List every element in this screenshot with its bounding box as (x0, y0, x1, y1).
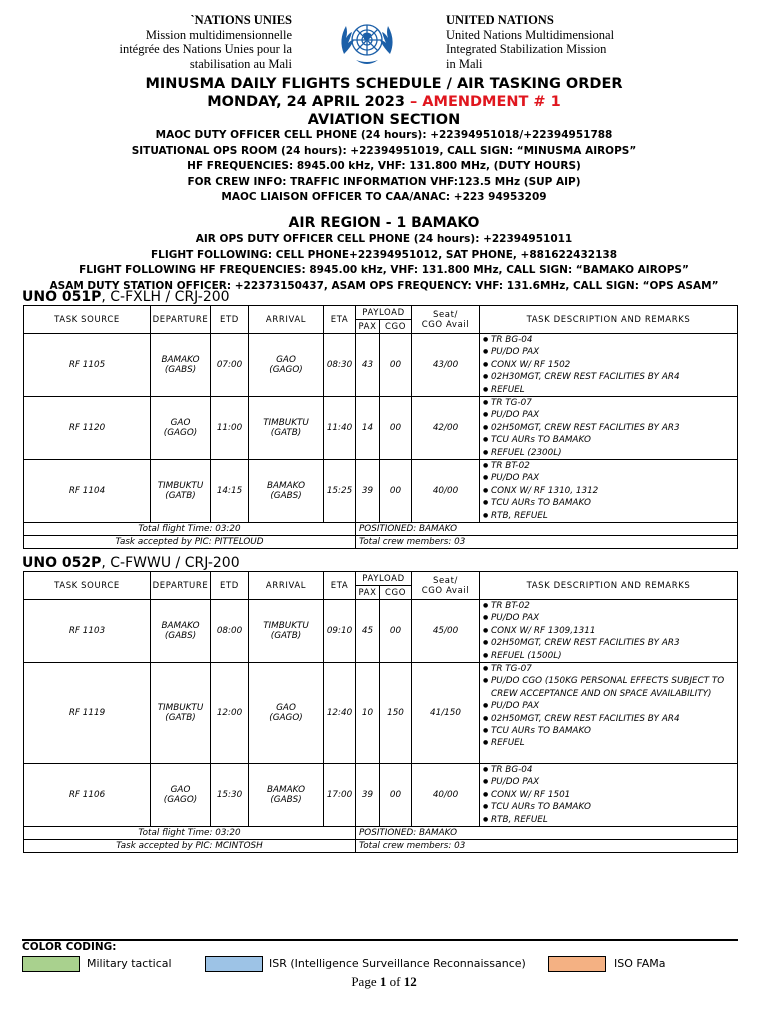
col-cgo-avail-label: CGO Avail (421, 319, 470, 330)
pax-cell: 39 (356, 460, 380, 523)
header-french-title: `NATIONS UNIES (190, 13, 292, 27)
cgo-cell: 150 (380, 663, 412, 764)
task-source-cell: RF 1103 (24, 600, 151, 663)
remarks-cell (480, 334, 738, 397)
iso-fama-label: ISO FAMa (614, 957, 666, 970)
col-eta: ETA (324, 572, 356, 600)
col-departure: DEPARTURE (151, 306, 211, 334)
page-number (0, 974, 768, 990)
page-prefix: Page (351, 974, 380, 989)
remarks-cell (480, 663, 738, 764)
color-coding-title: COLOR CODING: (22, 941, 117, 953)
table-footer-row (24, 523, 738, 536)
region-contact-line: ASAM DUTY STATION OFFICER: +22373150437, ASAM OPS FREQUENCY: VHF: 131.6MHz, CALL SIGN: “OPS ASAM” (49, 279, 719, 292)
departure-city: TIMBUKTU (157, 703, 204, 714)
table-header-row (24, 306, 738, 320)
seat-avail-cell: 45/00 (412, 600, 480, 663)
arrival-city: TIMBUKTU (263, 621, 309, 632)
page-current: 1 (379, 974, 387, 989)
remarks-list (482, 397, 737, 459)
departure-code: (GATB) (165, 491, 196, 502)
remarks-list (482, 334, 737, 396)
col-pax: PAX (356, 320, 380, 334)
departure-code: (GATB) (165, 713, 196, 724)
col-payload: PAYLOAD (356, 306, 412, 320)
arrival-code: (GABS) (270, 491, 302, 502)
col-arrival: ARRIVAL (249, 572, 324, 600)
remark-item: ● TCU AURs TO BAMAKO (482, 497, 737, 509)
section-title: AVIATION SECTION (307, 112, 461, 128)
seat-avail-cell: 40/00 (412, 764, 480, 827)
flight-schedule-table (23, 305, 738, 549)
eta-cell: 17:00 (324, 764, 356, 827)
header-french-line: Mission multidimensionnelle (145, 27, 292, 42)
etd-cell: 11:00 (211, 397, 249, 460)
remark-item: ● TCU AURs TO BAMAKO (482, 801, 737, 813)
flight-schedule-table (23, 571, 738, 853)
seat-avail-cell: 42/00 (412, 397, 480, 460)
table-row (24, 334, 738, 397)
header-english-line: United Nations Multidimensional (446, 27, 615, 42)
remark-item: ● PU/DO PAX (482, 346, 737, 358)
page-total: 12 (403, 974, 417, 989)
un-emblem-icon (336, 14, 398, 72)
arrival-cell (249, 334, 324, 397)
departure-cell (151, 460, 211, 523)
remarks-cell (480, 460, 738, 523)
header-french-line: intégrée des Nations Unies pour la (119, 42, 292, 56)
header-english-line: in Mali (446, 56, 483, 71)
remark-item: ● 02H30MGT, CREW REST FACILITIES BY AR4 (482, 371, 737, 383)
military-tactical-swatch (22, 956, 80, 972)
remark-item: ● TCU AURs TO BAMAKO (482, 434, 737, 446)
table-row (24, 600, 738, 663)
remark-item: ● TR BT-02 (482, 600, 737, 612)
remark-item: ● TR TG-07 (482, 663, 737, 675)
cgo-cell: 00 (380, 600, 412, 663)
flight-id: UNO 051P (22, 289, 102, 305)
seat-avail-cell: 41/150 (412, 663, 480, 764)
cgo-cell: 00 (380, 764, 412, 827)
cgo-cell: 00 (380, 334, 412, 397)
col-eta: ETA (324, 306, 356, 334)
header-english-title: UNITED NATIONS (446, 13, 554, 27)
table-footer-row (24, 536, 738, 549)
col-etd: ETD (211, 306, 249, 334)
col-etd: ETD (211, 572, 249, 600)
col-cgo: CGO (380, 586, 412, 600)
contact-line: SITUATIONAL OPS ROOM (24 hours): +22394951019, CALL SIGN: “MINUSMA AIROPS” (131, 144, 637, 157)
isr-label: ISR (Intelligence Surveillance Reconnaissance) (269, 957, 526, 970)
remark-item: ● PU/DO PAX (482, 776, 737, 788)
pax-cell: 10 (356, 663, 380, 764)
flight-aircraft: , C-FWWU / CRJ-200 (101, 555, 240, 571)
header-french-line: stabilisation au Mali (189, 56, 292, 71)
seat-avail-cell: 43/00 (412, 334, 480, 397)
arrival-city: BAMAKO (266, 481, 306, 492)
isr-swatch (205, 956, 263, 972)
col-arrival: ARRIVAL (249, 306, 324, 334)
remarks-cell (480, 600, 738, 663)
schedule-title: MINUSMA DAILY FLIGHTS SCHEDULE / AIR TASKING ORDER (145, 76, 623, 92)
col-seat-label: Seat/ (432, 309, 459, 320)
departure-code: (GABS) (164, 631, 197, 642)
iso-fama-swatch (548, 956, 606, 972)
total-flight-time: Total flight Time: 03:20 (24, 523, 356, 536)
etd-cell: 15:30 (211, 764, 249, 827)
col-seat-avail (412, 572, 480, 600)
remark-item: ● CONX W/ RF 1501 (482, 789, 737, 801)
remarks-list (482, 764, 737, 826)
region-contact-line: FLIGHT FOLLOWING HF FREQUENCIES: 8945.00 kHz, VHF: 131.800 MHz, CALL SIGN: “BAMAKO AIROPS” (79, 264, 689, 276)
footer-divider (22, 939, 738, 941)
table-row (24, 397, 738, 460)
remark-item: ● PU/DO CGO (150KG PERSONAL EFFECTS SUBJECT TO CREW ACCEPTANCE AND ON SPACE AVAILABILITY) (482, 675, 737, 700)
flight-id: UNO 052P (22, 555, 102, 571)
region-contact-line: AIR OPS DUTY OFFICER CELL PHONE (24 hours): +22394951011 (195, 233, 573, 245)
remark-item: ● TR BG-04 (482, 764, 737, 776)
remark-item: ● REFUEL (482, 384, 737, 396)
departure-cell (151, 397, 211, 460)
table-header-row (24, 572, 738, 586)
departure-cell (151, 663, 211, 764)
eta-cell: 11:40 (324, 397, 356, 460)
arrival-city: GAO (276, 355, 296, 366)
col-remarks: TASK DESCRIPTION AND REMARKS (480, 306, 738, 334)
col-payload: PAYLOAD (356, 572, 412, 586)
task-source-cell: RF 1105 (24, 334, 151, 397)
departure-cell (151, 334, 211, 397)
pic-acceptance: Task accepted by PIC: PITTELOUD (24, 536, 356, 549)
arrival-city: BAMAKO (266, 785, 306, 796)
table-footer-row (24, 827, 738, 840)
remark-item: ● 02H50MGT, CREW REST FACILITIES BY AR3 (482, 422, 737, 434)
positioned-location: POSITIONED: BAMAKO (356, 523, 738, 536)
remark-item: ● PU/DO PAX (482, 409, 737, 421)
col-cgo: CGO (380, 320, 412, 334)
col-remarks: TASK DESCRIPTION AND REMARKS (480, 572, 738, 600)
pic-acceptance: Task accepted by PIC: MCINTOSH (24, 840, 356, 853)
header-english-line: Integrated Stabilization Mission (446, 42, 607, 56)
pax-cell: 45 (356, 600, 380, 663)
col-task-source: TASK SOURCE (24, 306, 151, 334)
table-row (24, 460, 738, 523)
remark-item: ● 02H50MGT, CREW REST FACILITIES BY AR4 (482, 713, 737, 725)
departure-city: GAO (170, 418, 191, 429)
remark-item: ● CONX W/ RF 1309,1311 (482, 625, 737, 637)
table-row (24, 764, 738, 827)
remark-item: ● RTB, REFUEL (482, 814, 737, 826)
col-seat-label: Seat/ (432, 575, 459, 586)
etd-cell: 14:15 (211, 460, 249, 523)
pax-cell: 14 (356, 397, 380, 460)
remark-item: ● PU/DO PAX (482, 472, 737, 484)
flight-aircraft: , C-FXLH / CRJ-200 (101, 289, 230, 305)
cgo-cell: 00 (380, 397, 412, 460)
table-row (24, 663, 738, 764)
departure-code: (GABS) (164, 365, 197, 376)
arrival-code: (GABS) (270, 795, 302, 806)
remark-item: ● RTB, REFUEL (482, 510, 737, 522)
remark-item: ● CONX W/ RF 1310, 1312 (482, 485, 737, 497)
col-task-source: TASK SOURCE (24, 572, 151, 600)
contact-line: HF FREQUENCIES: 8945.00 kHz, VHF: 131.800 MHz, (DUTY HOURS) (187, 160, 581, 172)
remarks-cell (480, 764, 738, 827)
arrival-cell (249, 397, 324, 460)
flight-heading (22, 289, 230, 305)
schedule-date-line (0, 94, 768, 110)
remark-item: ● PU/DO PAX (482, 612, 737, 624)
arrival-code: (GAGO) (269, 713, 303, 724)
col-departure: DEPARTURE (151, 572, 211, 600)
col-cgo-avail-label: CGO Avail (421, 585, 470, 596)
arrival-code: (GATB) (270, 631, 302, 642)
arrival-code: (GAGO) (269, 365, 303, 376)
remarks-cell (480, 397, 738, 460)
eta-cell: 08:30 (324, 334, 356, 397)
remark-item: ● 02H50MGT, CREW REST FACILITIES BY AR3 (482, 637, 737, 649)
departure-city: GAO (170, 785, 191, 796)
etd-cell: 12:00 (211, 663, 249, 764)
contact-line: MAOC LIAISON OFFICER TO CAA/ANAC: +223 94953209 (221, 191, 547, 203)
remark-item: ● REFUEL (2300L) (482, 447, 737, 459)
task-source-cell: RF 1106 (24, 764, 151, 827)
eta-cell: 15:25 (324, 460, 356, 523)
military-tactical-label: Military tactical (87, 957, 172, 970)
departure-city: TIMBUKTU (157, 481, 204, 492)
departure-code: (GAGO) (163, 795, 198, 806)
remark-item: ● CONX W/ RF 1502 (482, 359, 737, 371)
departure-cell (151, 600, 211, 663)
remark-item: ● REFUEL (1500L) (482, 650, 737, 662)
remarks-list (482, 600, 737, 662)
task-source-cell: RF 1119 (24, 663, 151, 764)
total-flight-time: Total flight Time: 03:20 (24, 827, 356, 840)
arrival-cell (249, 663, 324, 764)
crew-count: Total crew members: 03 (356, 536, 738, 549)
departure-cell (151, 764, 211, 827)
amendment-label: – AMENDMENT # 1 (410, 94, 561, 110)
contact-block (0, 128, 768, 206)
pax-cell: 43 (356, 334, 380, 397)
etd-cell: 08:00 (211, 600, 249, 663)
departure-code: (GAGO) (163, 428, 198, 439)
departure-city: BAMAKO (161, 355, 200, 366)
remark-item: ● TR TG-07 (482, 397, 737, 409)
eta-cell: 09:10 (324, 600, 356, 663)
page-middle: of (386, 974, 404, 989)
region-title: AIR REGION - 1 BAMAKO (288, 215, 480, 231)
header-french-block (60, 13, 292, 71)
eta-cell: 12:40 (324, 663, 356, 764)
remark-item: ● REFUEL (482, 737, 737, 749)
arrival-code: (GATB) (270, 428, 302, 439)
remark-item: ● TCU AURs TO BAMAKO (482, 725, 737, 737)
arrival-city: GAO (276, 703, 296, 714)
seat-avail-cell: 40/00 (412, 460, 480, 523)
region-contact-block (0, 232, 768, 294)
arrival-city: TIMBUKTU (263, 418, 309, 429)
positioned-location: POSITIONED: BAMAKO (356, 827, 738, 840)
departure-city: BAMAKO (161, 621, 200, 632)
pax-cell: 39 (356, 764, 380, 827)
task-source-cell: RF 1120 (24, 397, 151, 460)
cgo-cell: 00 (380, 460, 412, 523)
remark-item: ● TR BT-02 (482, 460, 737, 472)
task-source-cell: RF 1104 (24, 460, 151, 523)
arrival-cell (249, 600, 324, 663)
remarks-list (482, 663, 737, 750)
arrival-cell (249, 460, 324, 523)
header-english-block (446, 13, 686, 71)
etd-cell: 07:00 (211, 334, 249, 397)
contact-line: FOR CREW INFO: TRAFFIC INFORMATION VHF:123.5 MHz (SUP AIP) (187, 175, 581, 188)
remark-item: ● TR BG-04 (482, 334, 737, 346)
arrival-cell (249, 764, 324, 827)
crew-count: Total crew members: 03 (356, 840, 738, 853)
remark-item: ● PU/DO PAX (482, 700, 737, 712)
col-seat-avail (412, 306, 480, 334)
table-footer-row (24, 840, 738, 853)
contact-line: MAOC DUTY OFFICER CELL PHONE (24 hours): +22394951018/+22394951788 (155, 129, 613, 141)
remarks-list (482, 460, 737, 522)
flight-heading (22, 555, 240, 571)
schedule-date: MONDAY, 24 APRIL 2023 (207, 94, 410, 110)
region-contact-line: FLIGHT FOLLOWING: CELL PHONE+22394951012, SAT PHONE, +881622432138 (150, 248, 618, 261)
col-pax: PAX (356, 586, 380, 600)
